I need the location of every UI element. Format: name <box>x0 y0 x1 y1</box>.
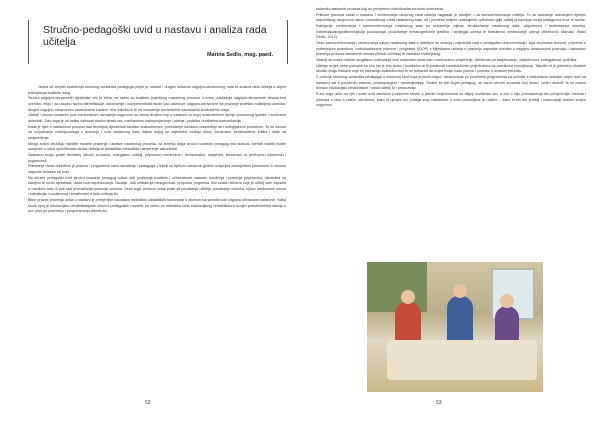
classroom-photo-icon <box>367 262 543 392</box>
paragraph: Nastoji se uvijek održati usuglasno poštovanje svih sudionika uvida kao i međusobno povjerenje, direktnost pri savjetovanju, objektivnost, kolegijalnost, podrška. <box>316 57 578 62</box>
right-page <box>312 0 592 424</box>
left-body-text <box>28 85 286 215</box>
article-author: Marina Sedlo, mag. paed. <box>206 52 273 58</box>
paragraph: Na stručni pedagoški uvid stručni suradnik pedagog odlazi radi podizanja kvalitete i učinkovitosti nastave, uvođenja i praćenja pripravnika, djelatnika na zamjeni te novih djelatnika, uvida radi napredovanja. Nadalje, radi obilaženja mesujumostí, propusta, pogreška, bilo svakih telićeva koje je učitelj sam zapazio u vlastitom radu ili pak radi promatranja praćenje učenika. Osim toga, prilikom uvida prate se ponašanje učitelja, ponašanje učenika, njihov međusobni odnos i interakcija, inovativnost i kreativnost u radu učitelja itd. <box>28 175 286 197</box>
article-title: Stručno-pedagoški uvid u nastavu i analiza rada učitelja <box>43 24 267 48</box>
page-number-left: 52 <box>145 400 151 406</box>
paragraph: Prilikom procesa uvida u nastavu i vrednovanja ukupnog rada učitelja naglasak je stavljen i na samovrednovanje učitelja. To se ostvaruje uzimanjem tijekom zajedničkog razgovora nakon provedenog uvida nastavnog sata, ali i pismeno krajem uobičajenih upitnikom gdje učitelj procjenjuje svoja postignuća kroz tri razine. Kategorije vrednovanja i samovrednovanja nastavnog sata su ostvarenje ciljeva, strukturiranje nastavnog sata, uključenost i motiviranost učenika, individualizacija/diferencijacija poučavanja, poučavanje metakognitivnih vještina i strategija učenja te formativno vrednovanje učenja (Bezinović, Marušić, Ristić Dedić, 2012). <box>316 12 586 40</box>
page-number-right: 53 <box>436 400 442 406</box>
paragraph: složenih nastavnih procesa koji su primjereno individualizirani svim učenicima. <box>316 7 444 11</box>
paragraph: Jedna od brojnih zaduženja stručnog suradnika pedagoga projet je nastavi i drugim oblicima odgojno-obrazovnog rada te analiza rada učitelja s ciljem poboljšanja kvalitete istog. <box>28 85 286 95</box>
paragraph: Nastavnu mogu pratiti ravnatelj, stručni suradnici, kolegijalno učitelji, pripravnici mentorima i domaćinstvu, savjetnici, istraživači uz prethodnu odobrenju i suglasnosti. <box>28 152 286 163</box>
paragraph: Stručni odgojno-obrazovnih djelatnika vrlo je bitna, ne samo za kvalitetu pojedinog nastavnog procesa u svrhu postizanja odgojno-obrazovnih ishoda kod učenika, nego i za ukupnu razinu identifikacije, autonomije i kompetentnosti škole kao ustanove odgojno-obrazovne za pružanje podrške roditeljima učenika, drugim odgojno-obrazovnim ustanovama lokalne i šire zajednice te za ostvarenje suvremenih nacionalnih kurikularnih vizija. <box>28 96 286 112</box>
paragraph: Kada je riječ o nastavnom procesu kao temeljnoj djelatnosti školske svakodnevice, prenošenje iskustva unapređuje se i kolegijalnom podrškom. To se odnosi na uključivanje učitelja-kolega u praćenje i uvid nastavnog sata, nakon kojeg se zajednički uviđaju utisci, komentari, konstruktivne kritike i ideje za unapređenje. <box>28 124 286 140</box>
paragraph: Učitelje uvijek treba pohvaliti za ono što je bilo dobro i kvalitetno te ih potaknuti konstruktivnim prijedlozima na učenikovu poboljšanja. Također ih je potrebno ohrabriti ukoliko imaju teškoće koje im otežavaju svakodnevicu te im pokazati da uvijek imaju našu pomoć i podršku u svakom trenutku. <box>316 63 586 74</box>
paragraph: Planiranje uvida određeno je planom i programom rada ravnatelja i pedagoga. Učitelji su tijekom nastavne godine unaprijed obaviješteni planiranim ili umnom najavom dolaska na uvid. <box>28 164 286 174</box>
paragraph: Bitan proces praćenja uvida u nastavu je primjenjive iskustava metodičko-didaktičkih koncepata s obzirom na specifičnost odgojno-obrazovne ustanove. Naša škola spoj je edukacijsko-rehabilitacijskih stručno pedagoških modela, pri čemu se metodika rada edukacijskog rehabilitatora svojim posebnostima stavlja u prvi plan pri planiranju i programiranju višestruko <box>28 198 286 214</box>
paragraph: S pozicije stručnog suradnika pedagoga u osnovnoj školi koja provodi odgoj i obrazovanje po posebnim programima za učenike s teškoćama nastojim uvijek doći na nastavni sat s pozitivnim stavom, odobravanjem i razumijevanja. Trudim se biti člojek-pedagog, ne samo stručni suradnik koji dolazi „nekto obaviti" te se radom domaci edukacijski rehabilitatori i ostali učitelji to i prepoznaju. <box>316 74 586 91</box>
paragraph: Mnogi autori obrađuju načičite modele praćenja i analize nastavnog procesa, na temelju dega stručni suradnik pedagog ima slobodu kreirati vlastiti model usmjeren u izbor specifičnosti struke učitelja te didaktičko-metodičke usmjerenje zakonitosti. <box>28 141 286 152</box>
title-box <box>28 20 288 64</box>
paragraph: Osim samovrednovanja i vrednovanja nakon nastavnog sata s učiteljem se obavlja i zajednički uvid u pedagošku dokumentaciju: koja obuhvaća dnevnik, pripremu s roditeljskom podrškom, individualizirane planove i programe (IOOP) s bilješkama učitelja o praćenju napretka učenika u odgojno-obrazovnom području i naknadnu praćenja procesa ostvarenih ishoda (ishodi učenika) te naznake roditeljskog. <box>316 40 586 57</box>
right-body-text <box>316 7 586 109</box>
left-page <box>10 0 290 424</box>
paragraph: Puno toga učim od njih i svaki uvid završimo pozitivnim tonom s jasnim smjernicama za daljnji kvalitetan rad, a sve u cilju pronalaženja što primjerenijih metoda i pristupa u radu s našim učenicima, kako bi upravo oni postigli svoj maksimum u svim područjima te našem – kako bi bili što sretniji i zadovoljniji svakim svojim uspjehom. <box>316 91 586 108</box>
paragraph: Učitelji i stručni suradnici pod mentorstvom ravnatelja odgovorni su žarovi društva koji u ustanovi vu kojoj svakodnevno djeluju pronosnog ljudske i društvene dobrobiti. Zato toga je od velike važnosti stručni timski rad, međusobno nadopunjavanje i učenje, podrška i kvalitetna komunikacija. <box>28 113 286 123</box>
